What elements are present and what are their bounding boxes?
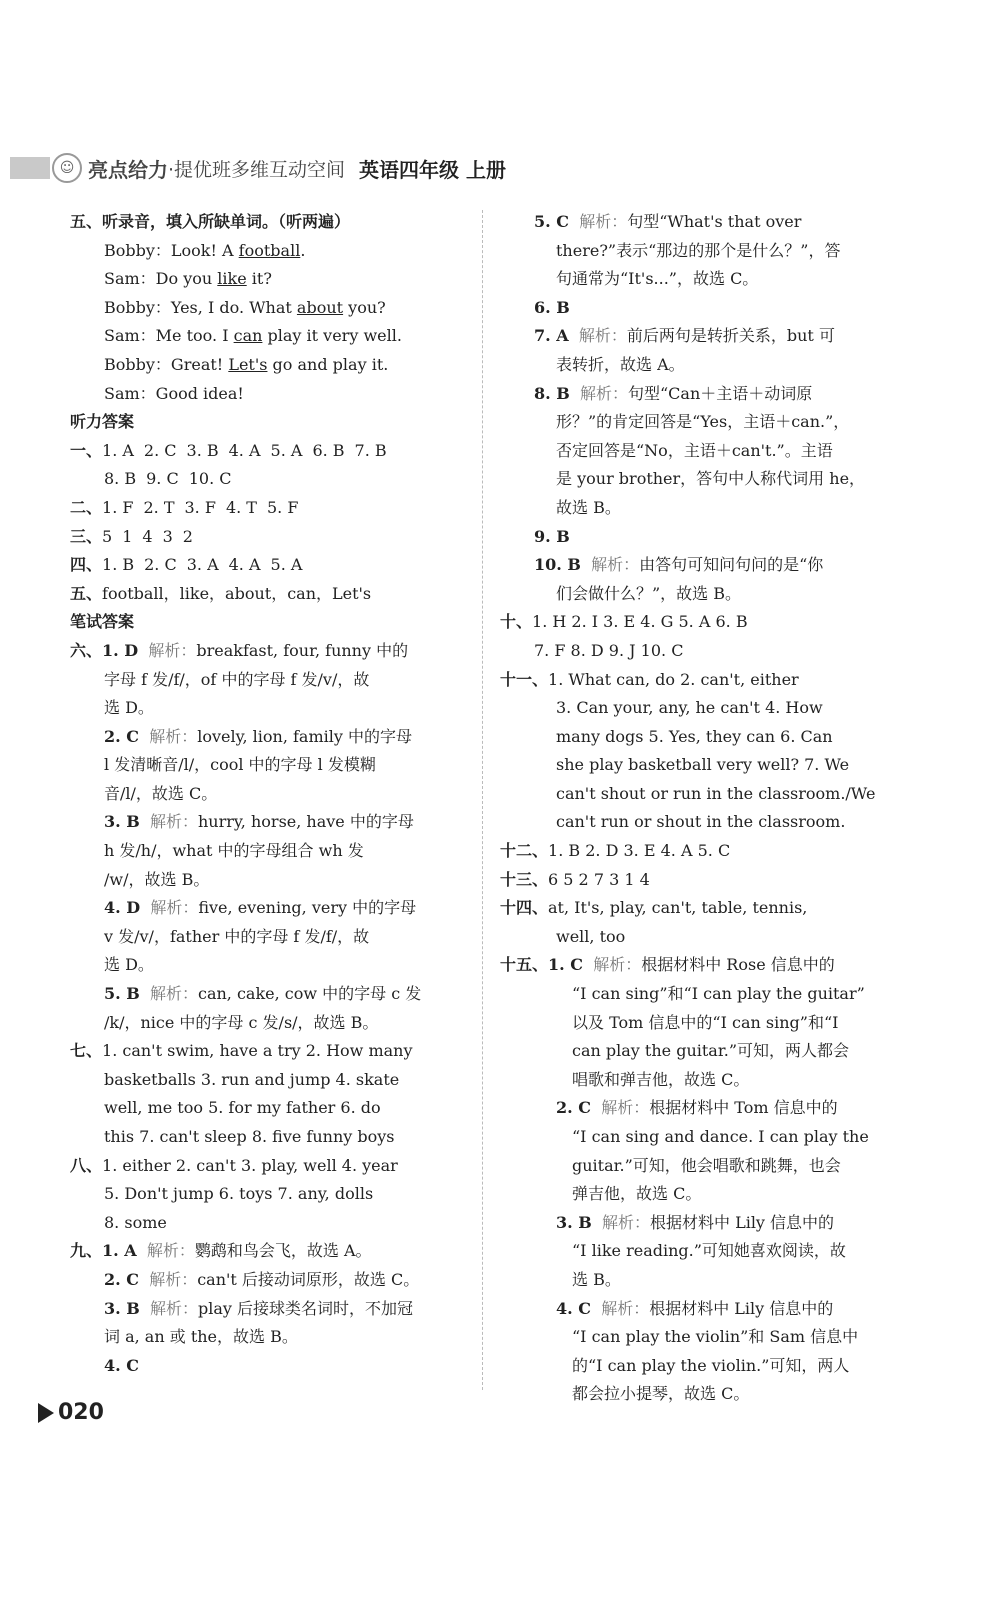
answer-text: well, too	[556, 926, 626, 946]
answer-item: 6. B	[534, 297, 570, 317]
answer-item: 4. D 解析：five, evening, very 中的字母	[104, 898, 417, 918]
answer-item: 十三、6 5 2 7 3 1 4	[500, 869, 650, 889]
listening-answers-title: 听力答案	[70, 412, 135, 432]
answer-item: 4. C	[104, 1355, 140, 1375]
section-5-title: 五、听录音，填入所缺单词。（听两遍）	[70, 212, 351, 231]
answer-text: /k/，nice 中的字母 c 发/s/，故选 B。	[104, 1012, 379, 1032]
answer-text: 选 D。	[104, 955, 154, 975]
answer-item: 8. B 解析：句型“Can＋主语＋动词原	[534, 383, 813, 403]
answer-text: 否定回答是“No，主语＋can't.”。主语	[556, 440, 833, 460]
listen-row: 四、1. B 2. C 3. A 4. A 5. A	[70, 555, 303, 575]
answer-text: 表转折，故选 A。	[556, 354, 685, 374]
listen-row: 二、1. F 2. T 3. F 4. T 5. F	[70, 497, 299, 517]
answer-item: 2. C 解析：根据材料中 Tom 信息中的	[556, 1098, 838, 1118]
answer-item: 3. B 解析：根据材料中 Lily 信息中的	[556, 1212, 835, 1232]
answer-item: 十二、1. B 2. D 3. E 4. A 5. C	[500, 841, 731, 861]
answer-item: 7. A 解析：前后两句是转折关系，but 可	[534, 326, 835, 346]
answer-item: 3. B 解析：hurry, horse, have 中的字母	[104, 812, 414, 832]
answer-text: can play the guitar.”可知，两人都会	[572, 1041, 849, 1061]
brand-subtitle: ·提优班多维互动空间	[168, 158, 346, 181]
answer-text: many dogs 5. Yes, they can 6. Can	[556, 726, 833, 746]
answer-item: 9. B	[534, 526, 570, 546]
column-divider	[482, 210, 483, 1390]
answer-text: she play basketball very well? 7. We	[556, 755, 850, 775]
answer-item: 七、1. can't swim, have a try 2. How many	[70, 1041, 413, 1061]
dialog-line: Sam：Do you like it?	[104, 269, 272, 289]
listen-row: 五、football，like，about，can，Let's	[70, 583, 372, 603]
dialog-line: Sam：Good idea!	[104, 383, 244, 403]
book-title: 英语四年级 上册	[359, 157, 507, 182]
answer-text: well, me too 5. for my father 6. do	[104, 1098, 381, 1118]
answer-item: 十一、1. What can, do 2. can't, either	[500, 669, 799, 689]
answer-text: “I can sing and dance. I can play the	[572, 1127, 869, 1146]
dialog	[70, 237, 470, 409]
answer-blank: about	[296, 297, 344, 317]
answer-text: 选 D。	[104, 698, 154, 718]
answer-text: l 发清晰音/l/，cool 中的字母 l 发模糊	[104, 755, 376, 775]
answer-text: 们会做什么？”，故选 B。	[556, 583, 742, 603]
answer-blank: football	[238, 240, 301, 260]
answer-text: v 发/v/，father 中的字母 f 发/f/，故	[104, 926, 370, 946]
answer-text: guitar.”可知，他会唱歌和跳舞，也会	[572, 1155, 841, 1175]
answer-text: 弹吉他，故选 C。	[572, 1184, 702, 1204]
answer-text: 选 B。	[572, 1269, 621, 1289]
answer-blank: Let's	[228, 354, 268, 374]
answer-text: “I can sing”和“I can play the guitar”	[572, 984, 865, 1004]
page-number: 020	[38, 1400, 104, 1425]
answer-item: 2. C 解析：can't 后接动词原形，故选 C。	[104, 1269, 420, 1289]
dialog-line: Bobby：Great! Let's go and play it.	[104, 354, 389, 374]
answer-item: 六、1. D 解析：breakfast, four, funny 中的	[70, 640, 409, 660]
answer-text: 唱歌和弹吉他，故选 C。	[572, 1069, 750, 1089]
header-bar	[10, 157, 50, 179]
answer-text: 8. some	[104, 1212, 167, 1232]
brand-logo-icon: ☺	[52, 153, 82, 183]
answer-text: 以及 Tom 信息中的“I can sing”和“I	[572, 1012, 839, 1032]
answer-text: 7. F 8. D 9. J 10. C	[534, 640, 684, 660]
answer-item: 5. B 解析：can, cake, cow 中的字母 c 发	[104, 984, 422, 1004]
answer-text: can't run or shout in the classroom.	[556, 812, 846, 832]
listen-row: 8. B 9. C 10. C	[104, 469, 232, 489]
answer-text: h 发/h/，what 中的字母组合 wh 发	[104, 841, 364, 861]
answer-text: /w/，故选 B。	[104, 869, 210, 889]
listen-row: 一、1. A 2. C 3. B 4. A 5. A 6. B 7. B	[70, 440, 387, 460]
answer-text: 故选 B。	[556, 497, 621, 517]
answer-item: 十五、1. C 解析：根据材料中 Rose 信息中的	[500, 955, 835, 975]
answer-text: 词 a, an 或 the，故选 B。	[104, 1327, 298, 1347]
dialog-line: Bobby：Yes, I do. What about you?	[104, 297, 386, 317]
dialog-line: Sam：Me too. I can play it very well.	[104, 326, 402, 346]
left-column	[70, 208, 470, 1380]
answer-item: 2. C 解析：lovely, lion, family 中的字母	[104, 726, 413, 746]
answer-blank: like	[217, 269, 247, 289]
answer-blank: can	[233, 326, 263, 346]
answer-text: “I can play the violin”和 Sam 信息中	[572, 1327, 859, 1347]
answer-text: 都会拉小提琴，故选 C。	[572, 1384, 750, 1404]
answer-text: can't shout or run in the classroom./We	[556, 783, 876, 803]
answer-item: 3. B 解析：play 后接球类名词时，不加冠	[104, 1298, 414, 1318]
answer-item: 4. C 解析：根据材料中 Lily 信息中的	[556, 1298, 834, 1318]
answer-text: 5. Don't jump 6. toys 7. any, dolls	[104, 1184, 374, 1204]
answer-text: 的“I can play the violin.”可知，两人	[572, 1355, 850, 1375]
answer-text: 是 your brother，答句中人称代词用 he，	[556, 469, 866, 489]
answer-item: 10. B 解析：由答句可知问句问的是“你	[534, 555, 824, 575]
answer-item: 八、1. either 2. can't 3. play, well 4. year	[70, 1155, 398, 1175]
written-answers-title: 笔试答案	[70, 612, 135, 632]
answer-text: this 7. can't sleep 8. five funny boys	[104, 1127, 395, 1146]
answer-text: basketballs 3. run and jump 4. skate	[104, 1069, 400, 1089]
answer-text: there?”表示“那边的那个是什么？”，答	[556, 240, 841, 260]
answer-text: 3. Can your, any, he can't 4. How	[556, 698, 823, 718]
answer-text: 句通常为“It's...”，故选 C。	[556, 269, 759, 289]
answer-text: 字母 f 发/f/，of 中的字母 f 发/v/，故	[104, 669, 370, 689]
page-header	[10, 150, 610, 186]
listen-row: 三、5 1 4 3 2	[70, 526, 193, 546]
dialog-line: Bobby：Look! A football.	[104, 240, 306, 260]
triangle-marker-icon	[38, 1403, 54, 1423]
right-column	[500, 208, 900, 1409]
answer-text: “I like reading.”可知她喜欢阅读，故	[572, 1241, 846, 1261]
answer-item: 九、1. A 解析：鹦鹉和鸟会飞，故选 A。	[70, 1241, 372, 1261]
brand-name: 亮点给力	[88, 157, 168, 182]
answer-text: 形？”的肯定回答是“Yes，主语＋can.”，	[556, 412, 850, 432]
answer-item: 十四、at, It's, play, can't, table, tennis,	[500, 898, 808, 918]
answer-item: 十、1. H 2. I 3. E 4. G 5. A 6. B	[500, 612, 748, 632]
answer-item: 5. C 解析：句型“What's that over	[534, 212, 802, 231]
answer-text: 音/l/，故选 C。	[104, 783, 218, 803]
